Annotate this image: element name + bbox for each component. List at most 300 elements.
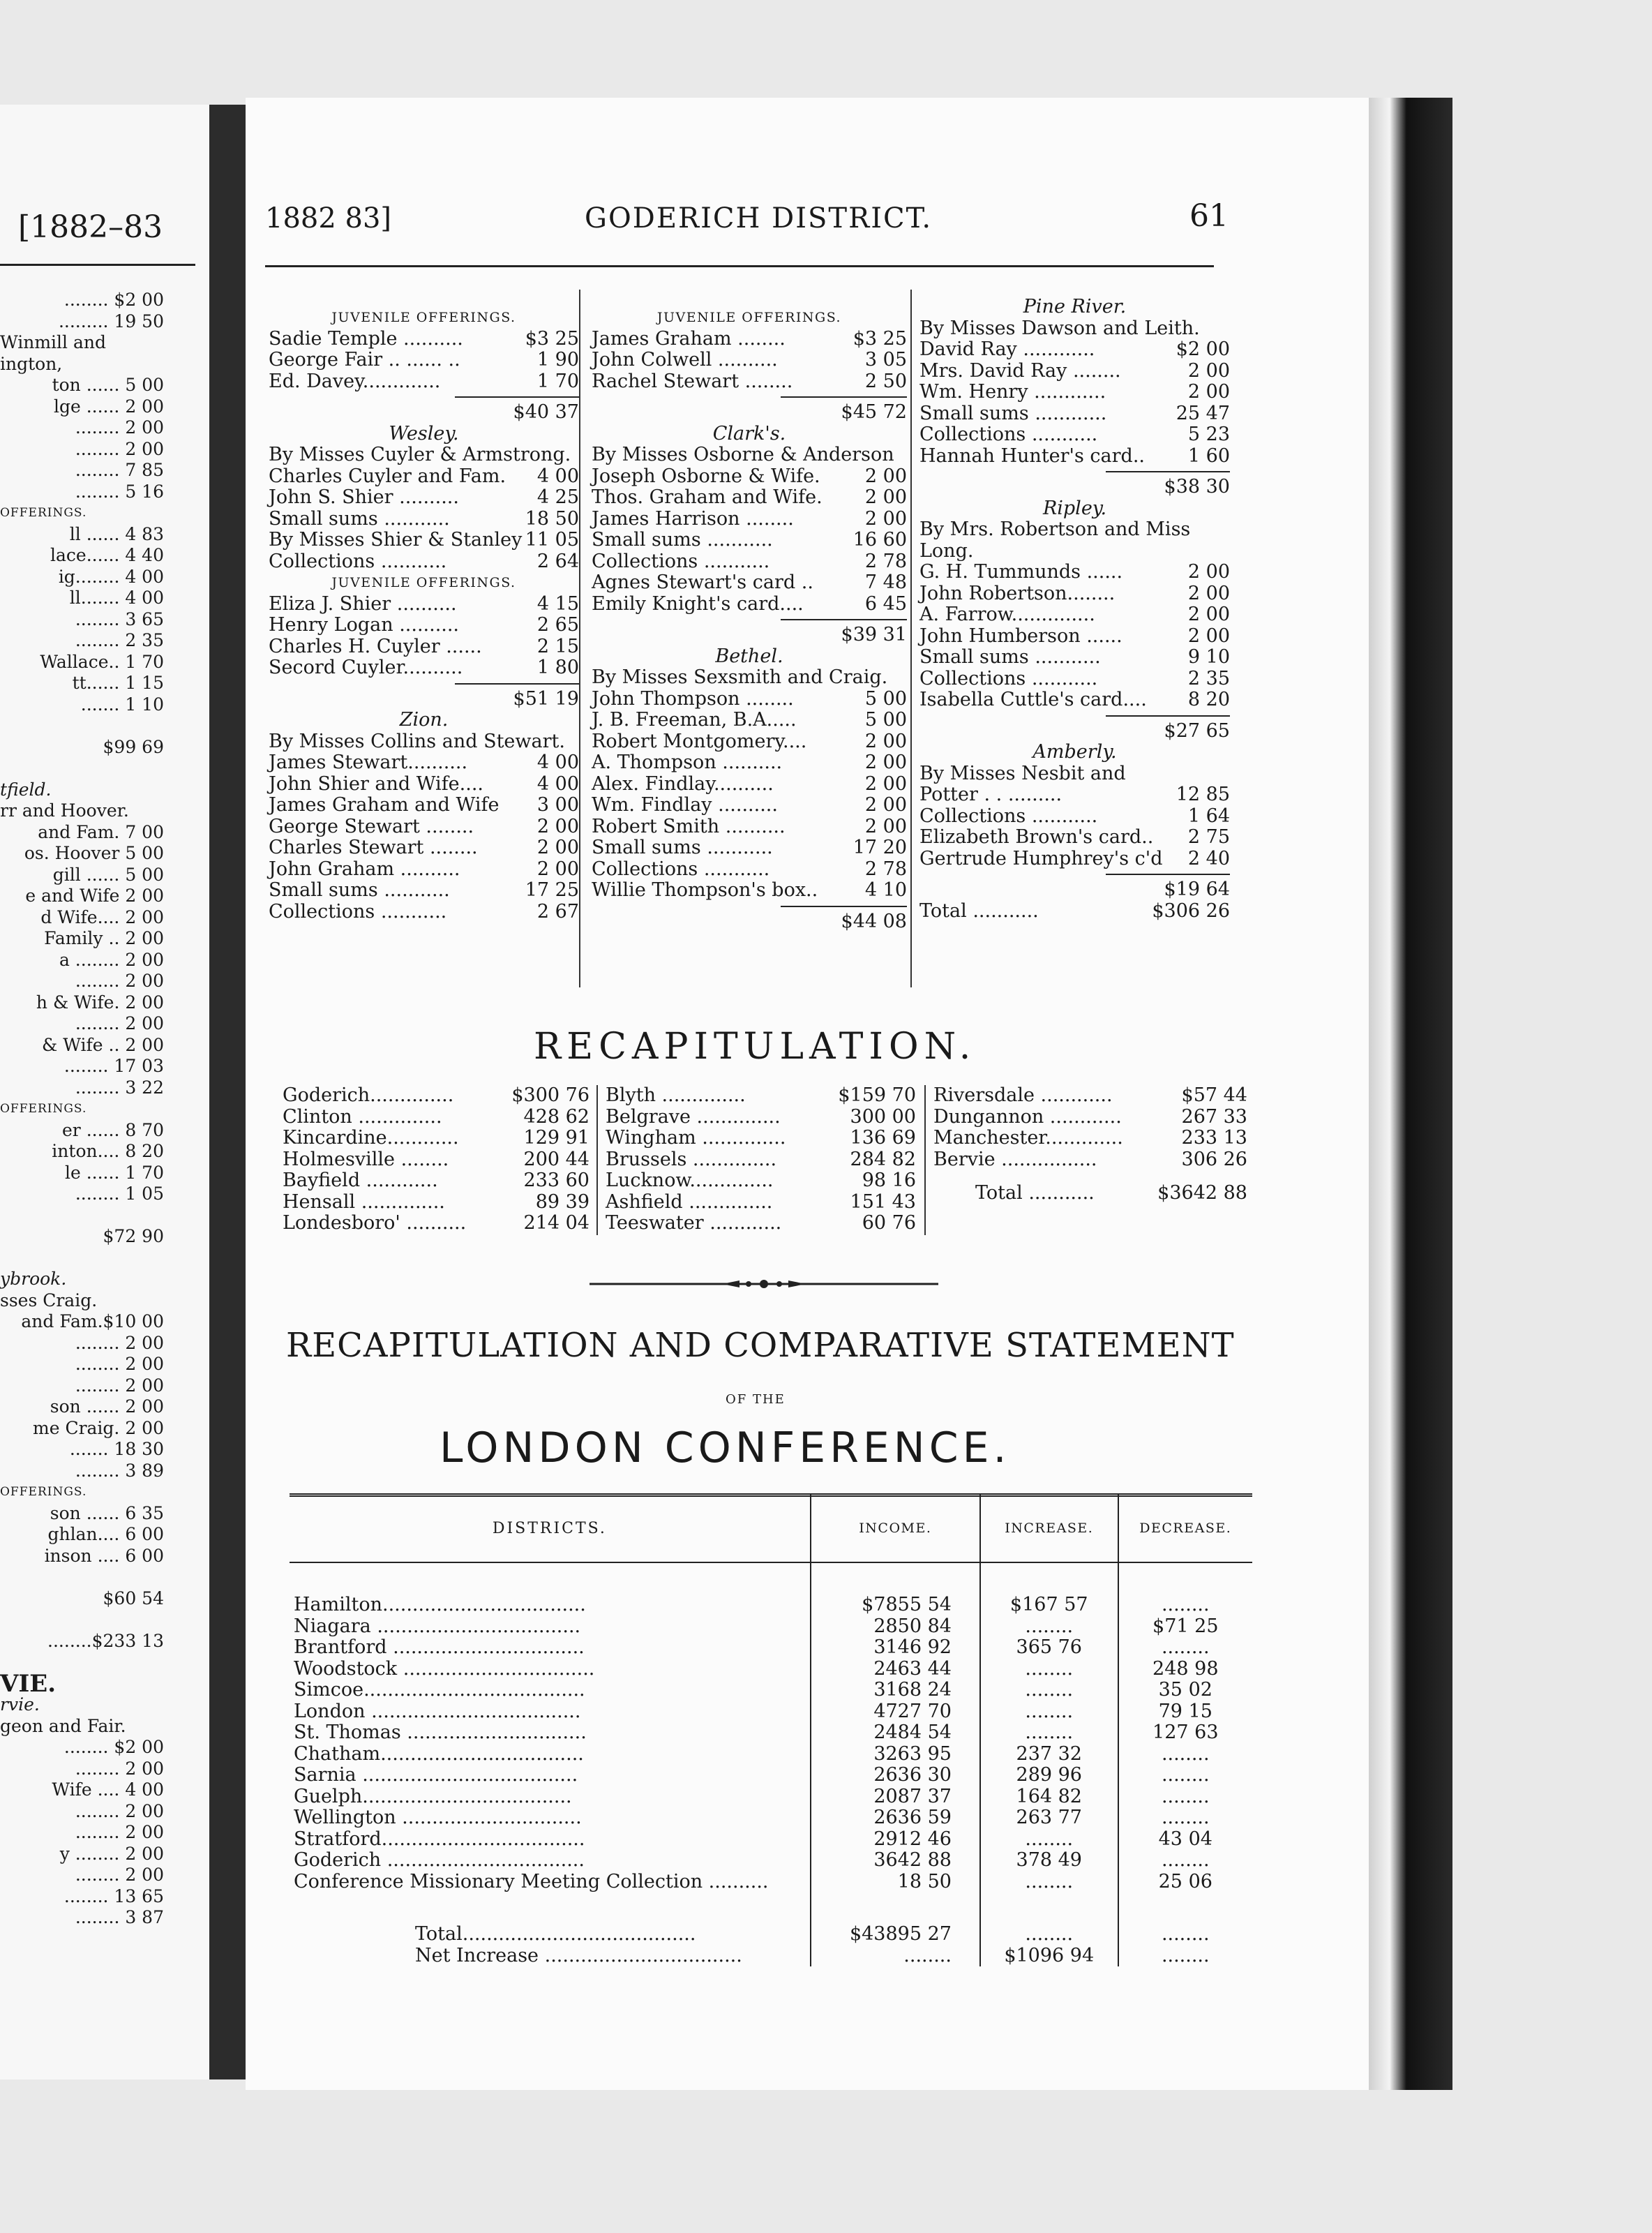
donor-name: Charles Cuyler and Fam. xyxy=(269,465,506,487)
donation-line xyxy=(269,837,579,859)
circuit-amount: 300 00 xyxy=(850,1105,916,1128)
left-page-line: ......... 19 50 xyxy=(58,311,164,331)
recap-line xyxy=(283,1213,590,1234)
book-gutter xyxy=(209,105,246,2079)
donor-name: J. B. Freeman, B.A..... xyxy=(592,709,797,731)
district-name: Sarnia .................................... xyxy=(294,1764,578,1786)
circuit-name: Holmesville ........ xyxy=(283,1148,449,1170)
left-page-line xyxy=(0,1609,164,1631)
donation-line xyxy=(269,880,579,902)
left-page-line: ........ 2 00 xyxy=(75,1800,164,1821)
donation-line xyxy=(269,615,579,636)
decrease-value: 35 02 xyxy=(1118,1680,1252,1701)
donation-amount: $306 26 xyxy=(1152,899,1230,922)
donor-name: Small sums ............ xyxy=(919,402,1107,424)
increase-value: 365 76 xyxy=(980,1637,1118,1659)
left-page-line: ton ...... 5 00 xyxy=(52,375,164,395)
donor-name: By Misses Shier & Stanley xyxy=(269,529,523,551)
subtotal: $38 30 xyxy=(1106,471,1230,498)
donation-line xyxy=(592,509,907,530)
collectors-line: By Misses Nesbit and xyxy=(919,762,1126,784)
circuit-amount: 267 33 xyxy=(1181,1105,1247,1128)
donation-amount: 2 00 xyxy=(864,794,907,816)
donation-amount: 8 20 xyxy=(1187,689,1230,710)
left-page-line: rvie. xyxy=(0,1694,40,1715)
donation-amount: 5 23 xyxy=(1187,424,1230,445)
left-page-line: ........ 3 87 xyxy=(75,1907,164,1927)
district-name: Goderich ................................. xyxy=(294,1849,585,1871)
left-page-line: ........ 2 00 xyxy=(75,1375,164,1396)
increase-value: ........ xyxy=(980,1872,1118,1893)
column-divider xyxy=(910,290,912,987)
left-page-line: lace...... 4 40 xyxy=(50,545,164,565)
conference-title: LONDON CONFERENCE. xyxy=(440,1424,1011,1472)
donation-line xyxy=(592,795,907,816)
collectors-line: By Misses Sexsmith and Craig. xyxy=(592,666,888,688)
donor-name: Potter . . ......... xyxy=(919,784,1062,805)
left-page-line: ........ 3 89 xyxy=(75,1460,164,1481)
recap-total: Total ........... $3642 88 xyxy=(975,1182,1247,1204)
district-row xyxy=(290,1829,1252,1851)
donor-name: Robert Montgomery.... xyxy=(592,730,807,752)
donation-line xyxy=(919,827,1230,849)
donor-name: Gertrude Humphrey's c'd xyxy=(919,847,1163,869)
left-page-line: ........ 5 16 xyxy=(75,481,164,502)
donation-amount: 4 15 xyxy=(536,592,579,615)
donation-line xyxy=(592,752,907,774)
district-name: London ................................... xyxy=(294,1700,581,1722)
total-row xyxy=(290,1924,1252,1946)
circuit-name: Teeswater ............ xyxy=(606,1212,782,1234)
district-row xyxy=(290,1595,1252,1616)
net-increase-row xyxy=(290,1946,1252,1967)
donation-line xyxy=(919,669,1230,690)
donor-name: Isabella Cuttle's card.... xyxy=(919,689,1147,710)
left-page-line: a ........ 2 00 xyxy=(59,949,164,970)
left-page-line: ........ $2 00 xyxy=(63,290,164,310)
donation-line xyxy=(269,752,579,774)
left-head-rule xyxy=(0,264,195,266)
district-row xyxy=(290,1637,1252,1659)
recap-line xyxy=(606,1170,916,1192)
left-page-line: ........ 13 65 xyxy=(63,1885,164,1906)
statement-of-the: OF THE xyxy=(726,1392,786,1407)
donor-name: Collections ........... xyxy=(919,805,1098,827)
collectors-line: By Misses Osborne & Anderson xyxy=(592,444,894,465)
donation-amount: 4 10 xyxy=(864,879,907,901)
donation-line xyxy=(269,530,579,551)
increase-value: 263 77 xyxy=(980,1807,1118,1829)
donation-line xyxy=(919,403,1230,425)
donation-line xyxy=(592,572,907,594)
increase-value: ........ xyxy=(980,1616,1118,1638)
district-name: Stratford.................................. xyxy=(294,1828,585,1850)
circuit-amount: 89 39 xyxy=(535,1190,590,1213)
donation-line xyxy=(592,731,907,753)
left-page-line: ....... 1 10 xyxy=(80,694,164,715)
circuit-name: Bayfield ............ xyxy=(283,1170,438,1191)
circuit-amount: 129 91 xyxy=(523,1127,590,1149)
district-row xyxy=(290,1850,1252,1872)
left-page-line: and Fam.$10 00 xyxy=(21,1311,164,1331)
district-row xyxy=(290,1616,1252,1638)
donor-name: John Thompson ........ xyxy=(592,687,794,710)
comparative-statement-table xyxy=(290,1495,1252,1966)
donor-name: Charles H. Cuyler ...... xyxy=(269,635,482,657)
collectors-line: Long. xyxy=(919,539,974,562)
header-increase: INCREASE. xyxy=(980,1495,1118,1562)
decrease-value: 43 04 xyxy=(1118,1829,1252,1851)
donation-amount: 17 25 xyxy=(525,879,579,901)
left-page-line: rr and Hoover. xyxy=(0,800,129,821)
donor-name: John S. Shier .......... xyxy=(269,486,459,508)
recap-line xyxy=(283,1128,590,1149)
left-page-line: Winmill and xyxy=(0,332,107,352)
donation-amount: 17 20 xyxy=(853,837,907,858)
income-value: 2484 54 xyxy=(811,1722,980,1744)
left-page-line: ........ 2 00 xyxy=(75,971,164,991)
donor-name: Small sums ........... xyxy=(592,837,773,858)
income-value: ........ xyxy=(811,1946,980,1967)
donation-amount: $3 25 xyxy=(853,327,907,350)
left-page-line: inton.... 8 20 xyxy=(52,1141,164,1161)
left-page-line: $99 69 xyxy=(103,736,164,757)
income-value: $7855 54 xyxy=(811,1595,980,1616)
circuit-heading: Amberly. xyxy=(1032,741,1117,763)
left-page-line: sses Craig. xyxy=(0,1290,98,1310)
statement-title: RECAPITULATION AND COMPARATIVE STATEMENT xyxy=(286,1326,1235,1365)
section-subheading: JUVENILE OFFERINGS. xyxy=(331,310,516,325)
income-value: 2636 59 xyxy=(811,1807,980,1829)
donor-name: Collections ........... xyxy=(592,550,770,572)
left-page-line: son ...... 2 00 xyxy=(50,1396,164,1417)
donor-name: Collections ........... xyxy=(269,900,447,923)
district-name: Total....................................... xyxy=(415,1923,696,1945)
income-value: 3642 88 xyxy=(811,1850,980,1872)
left-page-line: ........ 2 00 xyxy=(75,1758,164,1779)
donor-name: Small sums ........... xyxy=(269,879,450,901)
donation-line xyxy=(919,339,1230,361)
donor-name: Collections ........... xyxy=(269,550,447,572)
income-value: $43895 27 xyxy=(811,1924,980,1946)
left-page-line: ........ 2 00 xyxy=(75,417,164,438)
donation-line xyxy=(919,901,1230,923)
left-page-line: ........ 2 00 xyxy=(75,1865,164,1885)
recap-column-3 xyxy=(933,1085,1247,1170)
subtotal: $45 72 xyxy=(781,396,907,424)
income-value: 3146 92 xyxy=(811,1637,980,1659)
circuit-name: Belgrave .............. xyxy=(606,1105,781,1128)
left-page-line: h & Wife. 2 00 xyxy=(36,992,164,1013)
decrease-value: 25 06 xyxy=(1118,1872,1252,1893)
column-3 xyxy=(919,297,1230,922)
circuit-amount: 136 69 xyxy=(850,1127,916,1149)
collectors-line: By Misses Collins and Stewart. xyxy=(269,730,565,752)
column-1 xyxy=(269,307,579,923)
left-page-line: d Wife.... 2 00 xyxy=(40,906,164,927)
circuit-name: Brussels .............. xyxy=(606,1148,777,1170)
donation-amount: 4 00 xyxy=(536,752,579,773)
donation-amount: 4 25 xyxy=(536,486,579,508)
decrease-value: ........ xyxy=(1118,1637,1252,1659)
left-page-line: inson .... 6 00 xyxy=(44,1545,164,1566)
left-page-line: ........ 7 85 xyxy=(75,460,164,480)
donor-name: Secord Cuyler.......... xyxy=(269,657,463,678)
donation-line xyxy=(919,784,1230,806)
donation-amount: 3 00 xyxy=(536,794,579,816)
district-row xyxy=(290,1701,1252,1723)
left-page-line: ington, xyxy=(0,353,63,374)
left-page-line: os. Hoover 5 00 xyxy=(24,843,164,863)
circuit-heading: Ripley. xyxy=(1042,497,1107,519)
left-page-line: Wallace.. 1 70 xyxy=(40,651,164,672)
recap-line xyxy=(606,1192,916,1213)
donation-amount: 5 00 xyxy=(864,709,907,731)
donation-line xyxy=(592,594,907,615)
donation-amount: 4 00 xyxy=(536,772,579,795)
left-page-line: and Fam. 7 00 xyxy=(38,821,164,842)
donation-amount: 2 00 xyxy=(864,465,907,487)
left-page-line: me Craig. 2 00 xyxy=(33,1417,164,1438)
donation-amount: 25 47 xyxy=(1176,402,1230,424)
left-page-line xyxy=(0,758,164,779)
donation-amount: 2 40 xyxy=(1187,847,1230,869)
donation-line xyxy=(592,487,907,509)
circuit-name: Riversdale ............ xyxy=(933,1084,1113,1106)
donor-name: David Ray ............ xyxy=(919,338,1095,360)
left-page-line: ........ 3 22 xyxy=(75,1077,164,1098)
donation-line xyxy=(269,774,579,796)
left-page-line: OFFERINGS. xyxy=(0,1102,87,1116)
donor-name: James Graham and Wife xyxy=(269,794,500,816)
decrease-value: ........ xyxy=(1118,1595,1252,1616)
donation-line xyxy=(919,806,1230,828)
left-page-line: ........ 2 00 xyxy=(75,1822,164,1842)
left-page-line: ........ 1 05 xyxy=(75,1183,164,1204)
circuit-heading: Zion. xyxy=(399,709,449,731)
collectors-line: By Mrs. Robertson and Miss xyxy=(919,518,1191,540)
donation-line xyxy=(919,604,1230,626)
circuit-amount: 200 44 xyxy=(523,1148,590,1170)
donation-line xyxy=(919,562,1230,583)
donation-line xyxy=(592,710,907,731)
circuit-name: Clinton .............. xyxy=(283,1105,442,1128)
circuit-amount: $300 76 xyxy=(511,1084,590,1106)
donor-name: Eliza J. Shier .......... xyxy=(269,592,457,615)
donor-name: George Fair .. ...... .. xyxy=(269,349,460,371)
left-page-line: $72 90 xyxy=(103,1226,164,1246)
circuit-heading: Bethel. xyxy=(715,645,783,667)
recap-line xyxy=(606,1085,916,1107)
donor-name: G. H. Tummunds ...... xyxy=(919,561,1123,583)
left-page-line xyxy=(0,1567,164,1588)
circuit-amount: 284 82 xyxy=(850,1148,916,1170)
donation-line xyxy=(592,551,907,573)
donor-name: Wm. Findlay .......... xyxy=(592,794,778,816)
donor-name: Small sums ........... xyxy=(919,646,1101,668)
donation-line xyxy=(919,626,1230,648)
donor-name: John Shier and Wife.... xyxy=(269,772,483,795)
left-running-head: [1882–83 xyxy=(18,209,163,245)
income-value: 2463 44 xyxy=(811,1659,980,1680)
increase-value: $1096 94 xyxy=(980,1946,1118,1967)
section-subheading: JUVENILE OFFERINGS. xyxy=(656,310,842,325)
decrease-value: 248 98 xyxy=(1118,1659,1252,1680)
donation-amount: 1 90 xyxy=(536,349,579,371)
donation-line xyxy=(592,350,907,371)
district-name: Hamilton.................................. xyxy=(294,1594,586,1615)
donation-amount: $2 00 xyxy=(1176,338,1230,360)
recap-line xyxy=(933,1128,1247,1149)
left-page-line: ll ...... 4 83 xyxy=(69,523,164,544)
circuit-name: Wingham .............. xyxy=(606,1127,786,1149)
increase-value: ........ xyxy=(980,1680,1118,1701)
decrease-value: ........ xyxy=(1118,1850,1252,1872)
donation-amount: 1 70 xyxy=(536,370,579,392)
donor-name: Collections ........... xyxy=(592,858,770,880)
donation-line xyxy=(919,382,1230,403)
donor-name: John Humberson ...... xyxy=(919,625,1122,647)
donor-name: Charles Stewart ........ xyxy=(269,837,478,858)
recap-line xyxy=(283,1170,590,1192)
donation-line xyxy=(592,530,907,551)
donor-name: Collections ........... xyxy=(919,424,1098,445)
donation-amount: 5 00 xyxy=(864,687,907,710)
income-value: 3263 95 xyxy=(811,1744,980,1765)
income-value: 2850 84 xyxy=(811,1616,980,1638)
left-page-line: $60 54 xyxy=(103,1588,164,1608)
district-name: Chatham.................................. xyxy=(294,1742,584,1765)
district-row xyxy=(290,1786,1252,1808)
left-page-line: ybrook. xyxy=(0,1269,67,1289)
subtotal: $44 08 xyxy=(781,906,907,933)
circuit-amount: $159 70 xyxy=(838,1084,916,1106)
donation-amount: 2 00 xyxy=(1187,381,1230,403)
donation-line xyxy=(919,424,1230,446)
circuit-amount: 233 60 xyxy=(523,1170,590,1191)
circuit-amount: 151 43 xyxy=(850,1190,916,1213)
donor-name: Small sums ........... xyxy=(592,529,773,551)
donor-name: James Stewart.......... xyxy=(269,752,468,773)
donation-line xyxy=(592,371,907,393)
donor-name: A. Farrow.............. xyxy=(919,604,1095,625)
left-page-line: Family .. 2 00 xyxy=(44,928,164,948)
recap-line xyxy=(283,1149,590,1171)
recap-line xyxy=(283,1192,590,1213)
increase-value: ........ xyxy=(980,1924,1118,1946)
decrease-value: ........ xyxy=(1118,1807,1252,1829)
donation-amount: 11 05 xyxy=(525,529,579,551)
donation-amount: 9 10 xyxy=(1187,646,1230,668)
donor-name: Elizabeth Brown's card.. xyxy=(919,826,1154,848)
donation-amount: 1 60 xyxy=(1187,445,1230,467)
donation-amount: $3 25 xyxy=(525,327,579,350)
subtotal: $19 64 xyxy=(1106,874,1230,901)
donor-name: John Graham .......... xyxy=(269,858,460,880)
circuit-name: Lucknow.............. xyxy=(606,1170,774,1191)
circuit-name: Ashfield .............. xyxy=(606,1190,773,1213)
decrease-value: ........ xyxy=(1118,1946,1252,1967)
donor-name: Collections ........... xyxy=(919,667,1098,689)
donation-line xyxy=(919,849,1230,870)
recap-divider xyxy=(924,1085,926,1235)
donation-line xyxy=(592,880,907,902)
decrease-value: ........ xyxy=(1118,1786,1252,1808)
donation-line xyxy=(592,774,907,796)
donation-amount: 2 00 xyxy=(1187,625,1230,647)
donation-amount: 2 00 xyxy=(864,507,907,530)
donation-amount: 12 85 xyxy=(1176,784,1230,805)
decrease-value: $71 25 xyxy=(1118,1616,1252,1638)
increase-value: ........ xyxy=(980,1829,1118,1851)
income-value: 3168 24 xyxy=(811,1680,980,1701)
donation-line xyxy=(592,859,907,881)
district-name: Guelph................................... xyxy=(294,1785,572,1807)
donation-amount: 2 00 xyxy=(1187,561,1230,583)
collectors-line: By Misses Dawson and Leith. xyxy=(919,317,1200,339)
page-edge xyxy=(1369,98,1452,2090)
circuit-heading: Clark's. xyxy=(712,422,786,445)
left-page-line: ........ $2 00 xyxy=(63,1737,164,1757)
circuit-amount: 60 76 xyxy=(862,1212,916,1234)
increase-value: 164 82 xyxy=(980,1786,1118,1808)
left-page-line: ig........ 4 00 xyxy=(58,566,164,587)
donation-line xyxy=(269,329,579,350)
left-page-line: OFFERINGS. xyxy=(0,1485,87,1499)
donation-amount: 2 00 xyxy=(1187,359,1230,382)
recap-line xyxy=(933,1149,1247,1171)
donation-line xyxy=(269,795,579,816)
left-page-line: VIE. xyxy=(0,1669,57,1698)
circuit-name: Kincardine............ xyxy=(283,1127,459,1149)
district-name: Niagara .................................. xyxy=(294,1615,581,1637)
circuit-amount: 214 04 xyxy=(523,1212,590,1234)
donation-amount: 2 35 xyxy=(1187,667,1230,689)
donation-amount: 7 48 xyxy=(864,572,907,593)
circuit-amount: $57 44 xyxy=(1181,1084,1247,1106)
donation-line xyxy=(269,466,579,488)
circuit-name: Goderich.............. xyxy=(283,1084,454,1106)
donor-name: Willie Thompson's box.. xyxy=(592,879,818,901)
left-page-line: ........ 2 00 xyxy=(75,1332,164,1353)
circuit-amount: 428 62 xyxy=(523,1105,590,1128)
left-page-line: ....... 18 30 xyxy=(69,1439,164,1459)
recapitulation-title: RECAPITULATION. xyxy=(534,1026,977,1068)
district-row xyxy=(290,1680,1252,1701)
increase-value: 378 49 xyxy=(980,1850,1118,1872)
donor-name: Mrs. David Ray ........ xyxy=(919,359,1121,382)
district-name: Woodstock ................................ xyxy=(294,1657,595,1680)
district-row xyxy=(290,1722,1252,1744)
district-name: Wellington .............................. xyxy=(294,1807,582,1828)
decrease-value: ........ xyxy=(1118,1744,1252,1765)
recap-line xyxy=(933,1107,1247,1128)
decrease-value: ........ xyxy=(1118,1765,1252,1786)
donor-name: Robert Smith .......... xyxy=(592,815,786,837)
donor-name: Ed. Davey............. xyxy=(269,370,441,392)
donation-line xyxy=(919,647,1230,669)
district-name: Simcoe..................................... xyxy=(294,1679,585,1701)
donor-name: Joseph Osborne & Wife. xyxy=(592,465,820,487)
decrease-value: ........ xyxy=(1118,1924,1252,1946)
section-subheading: JUVENILE OFFERINGS. xyxy=(331,575,516,590)
donor-name: Total ........... xyxy=(919,899,1039,922)
donor-name: Agnes Stewart's card .. xyxy=(592,572,813,593)
left-page-line: ........$233 13 xyxy=(47,1630,164,1651)
recap-line xyxy=(606,1128,916,1149)
recap-column-2 xyxy=(606,1085,916,1234)
running-head-title: GODERICH DISTRICT. xyxy=(585,202,933,234)
